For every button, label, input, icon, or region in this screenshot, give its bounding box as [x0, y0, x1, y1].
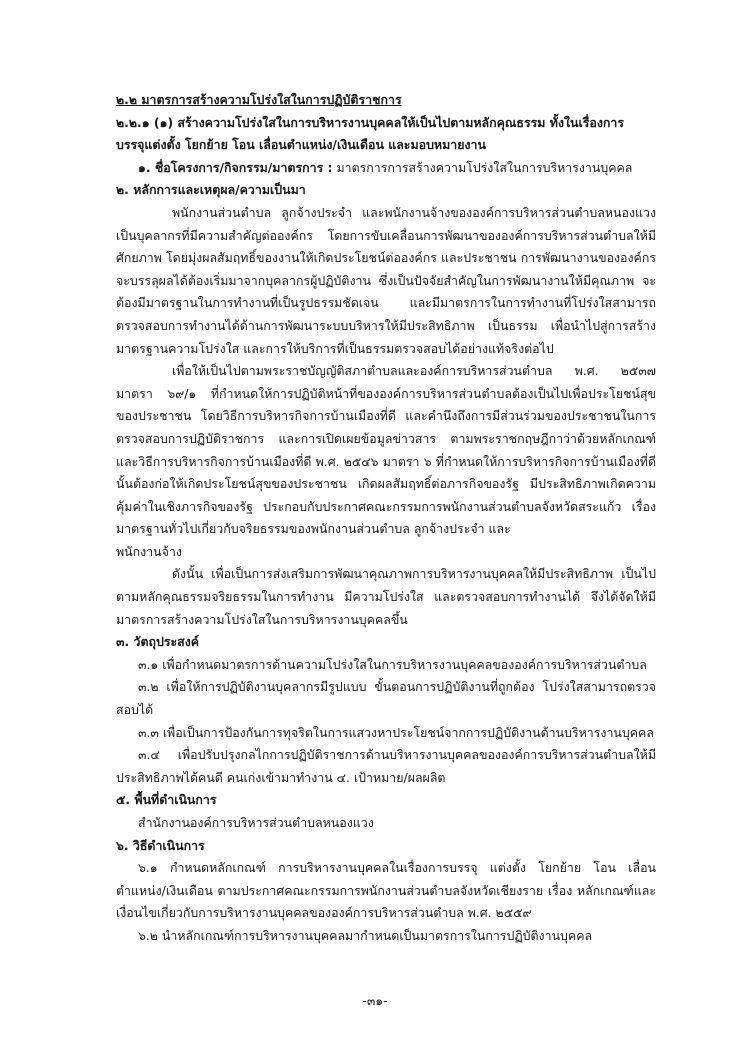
- objective-3-1: ๓.๑ เพื่อกำหนดมาตรการด้านความโปร่งใสในการบริหารงานบุคคลขององค์การบริหารส่วนตำบล: [138, 656, 647, 672]
- sub-heading-line-1: ๒.๒.๑ (๑) สร้างความโปร่งใสในการบริหารงานบุคคลให้เป็นไปตามหลักคุณธรรม ทั้งในเรื่องการ: [116, 114, 625, 130]
- item-2-paragraph-1: พนักงานส่วนตำบล ลูกจ้างประจำ และพนักงานจ้างขององค์การบริหารส่วนตำบลหนองแวง เป็นบุคลากรที่มีความสำคัญต่อองค์กร โดยการขับเคลื่อนการพัฒนาขององค์การบริหารส่วนตำบลให้มีศักยภาพ โดยมุ่งผลสัมฤทธิ์ของงานให้เกิดประโยชน์ต่อองค์กร และประชาชน การพัฒนางานขององค์กรจะบรรลุผลได้ต้องเริ่มมาจากบุคลากรผู้ปฏิบัติงาน ซึ่งเป็นปัจจัยสำคัญในการพัฒนางานให้มีคุณภาพ จะต้องมีมาตรฐานในการทำงานที่เป็นรูปธรรมชัดเจน และมีมาตรการในการทำงานที่โปร่งใสสามารถตรวจสอบการทำงานได้ด้านการพัฒนาระบบบริหารให้มีประสิทธิภาพ เป็นธรรม เพื่อนำไปสู่การสร้างมาตรฐานความโปร่งใส และการให้บริการที่เป็นธรรมตรวจสอบได้อย่างแท้จริงต่อไป: [116, 204, 656, 356]
- item-1: [116, 157, 656, 180]
- sub-heading-line-2: บรรจุแต่งตั้ง โยกย้าย โอน เลื่อนตำแหน่ง/เงินเดือน และมอบหมายงาน: [116, 137, 486, 153]
- item-5-text: สำนักงานองค์การบริหารส่วนตำบลหนองแวง: [138, 815, 374, 830]
- page-number: -๓๑-: [362, 993, 388, 1008]
- step-6-2: ๖.๒ นำหลักเกณฑ์การบริหารงานบุคคลมากำหนดเป็นมาตรการในการปฏิบัติงานบุคคล: [138, 927, 593, 943]
- objective-3-4: ๓.๔ เพื่อปรับปรุงกลไกการปฏิบัติราชการด้านบริหารงานบุคคลขององค์การบริหารส่วนตำบลให้มีประสิทธิภาพได้คนดี คนเก่งเข้ามาทำงาน ๔. เป้าหมาย/ผลผลิต: [116, 747, 656, 785]
- item-2-paragraph-2-tail: พนักงานจ้าง: [116, 543, 182, 559]
- item-6-heading: ๖. วิธีดำเนินการ: [116, 837, 205, 853]
- item-2-paragraph-3: ดังนั้น เพื่อเป็นการส่งเสริมการพัฒนาคุณภาพการบริหารงานบุคคลให้มีประสิทธิภาพ เป็นไปตามหลักคุณธรรมจริยธรรมในการทำงาน มีความโปร่งใส และตรวจสอบการทำงานได้ จึงได้จัดให้มีมาตรการสร้างความโปร่งใสในการบริหารงานบุคคลขึ้น: [116, 566, 656, 627]
- section-title: ๒.๒ มาตรการสร้างความโปร่งใสในการปฏิบัติราชการ: [116, 92, 402, 107]
- item-2-paragraph-2: เพื่อให้เป็นไปตามพระราชบัญญัติสภาตำบลและองค์การบริหารส่วนตำบล พ.ศ. ๒๕๓๗ มาตรา ๖๙/๑ ที่กำหนดให้การปฏิบัติหน้าที่ขององค์การบริหารส่วนตำบลต้องเป็นไปเพื่อประโยชน์สุขของประชาชน โดยวิธีการบริหารกิจการบ้านเมืองที่ดี และคำนึงถึงการมีส่วนร่วมของประชาชนในการตรวจสอบการปฏิบัติราชการ และการเปิดเผยข้อมูลข่าวสาร ตามพระราชกฤษฎีกาว่าด้วยหลักเกณฑ์และวิธีการบริหารกิจการบ้านเมืองที่ดี พ.ศ. ๒๕๔๖ มาตรา ๖ ที่กำหนดให้การบริหารกิจการบ้านเมืองที่ดีนั้นต้องก่อให้เกิดประโยชน์สุขของประชาชน เกิดผลสัมฤทธิ์ต่อภารกิจของรัฐ มีประสิทธิภาพเกิดความคุ้มค่าในเชิงภารกิจของรัฐ ประกอบกับประกาศคณะกรรมการพนักงานส่วนตำบลจังหวัดสระแก้ว เรื่อง มาตรฐานทั่วไปเกี่ยวกับจริยธรรมของพนักงานส่วนตำบล ลูกจ้างประจำ และ: [116, 363, 656, 537]
- item-3-heading: ๓. วัตถุประสงค์: [116, 634, 200, 650]
- document-body: [116, 89, 656, 948]
- item-2-heading: ๒. หลักการและเหตุผล/ความเป็นมา: [116, 182, 306, 198]
- objective-3-3: ๓.๓ เพื่อเป็นการป้องกันการทุจริตในการแสวงหาประโยชน์จากการปฏิบัติงานด้านบริหารงานบุคคล: [138, 724, 654, 740]
- item-5-heading: ๕. พื้นที่ดำเนินการ: [116, 792, 217, 808]
- item-1-value: มาตรการการสร้างความโปร่งใสในการบริหารงานบุคคล: [332, 159, 633, 175]
- item-1-label: ๑. ชื่อโครงการ/กิจกรรม/มาตรการ :: [138, 159, 333, 175]
- objective-3-2: ๓.๒ เพื่อให้การปฏิบัติงานบุคลากรมีรูปแบบ ขั้นตอนการปฏิบัติงานที่ถูกต้อง โปร่งใสสามารถตรวจสอบได้: [116, 679, 656, 718]
- step-6-1: ๖.๑ กำหนดหลักเกณฑ์ การบริหารงานบุคคลในเรื่องการบรรจุ แต่งตั้ง โยกย้าย โอน เลื่อน ตำแหน่ง/เงินเดือน ตามประกาศคณะกรรมการพนักงานส่วนตำบลจังหวัดเชียงราย เรื่อง หลักเกณฑ์และเงื่อนไขเกี่ยวกับการบริหารงานบุคคลขององค์การบริหารส่วนตำบล พ.ศ. ๒๕๕๙: [116, 860, 656, 921]
